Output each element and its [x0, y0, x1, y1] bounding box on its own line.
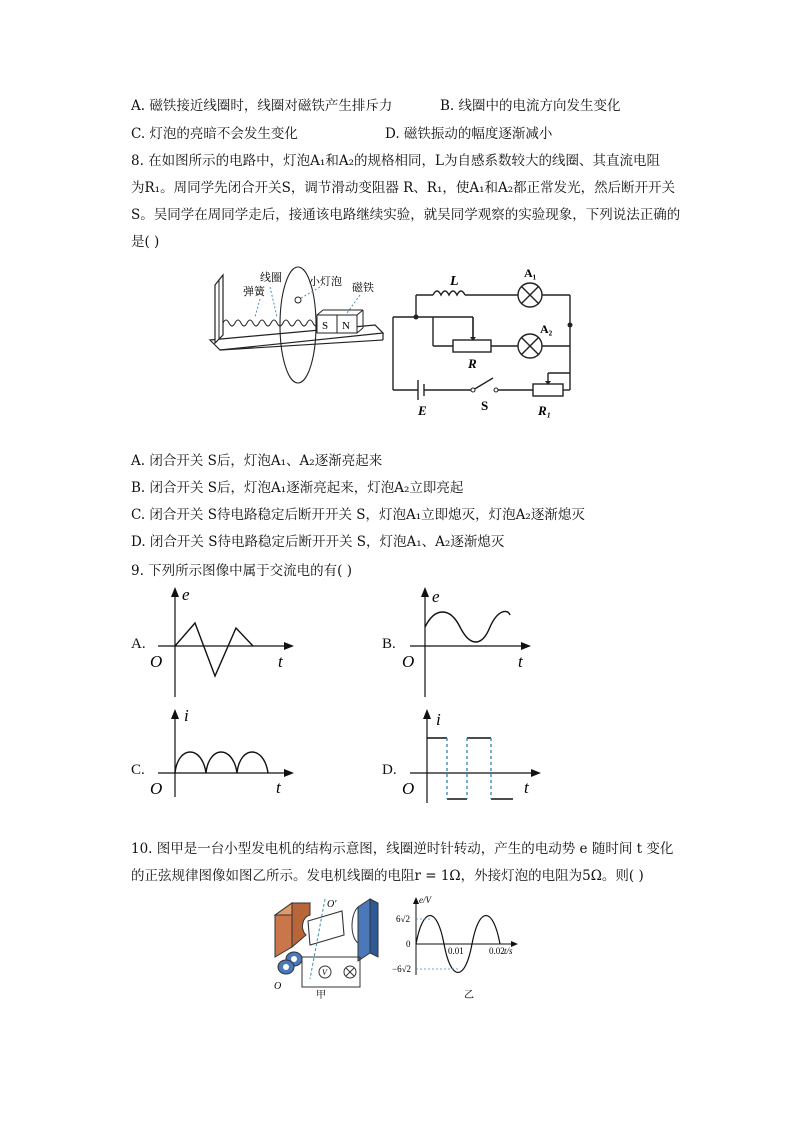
graph-c-x-label: t [276, 778, 281, 797]
graph-a-y-label: e [182, 585, 190, 604]
graph-ytick-neg: −6√2 [392, 964, 412, 974]
q8-option-b: B. 闭合开关 S后，灯泡A₁逐渐亮起来，灯泡A₂立即亮起 [131, 480, 464, 496]
graph-xtick-1: 0.01 [448, 946, 464, 956]
graph-b-origin: O [402, 652, 415, 671]
graph-x-axis-label: t/s [504, 946, 513, 956]
lamp-a1-label: A₁ [524, 266, 537, 280]
switch-s-label: S [481, 398, 489, 413]
q8-stem-line-3: S。吴同学在周同学走后，接通该电路继续实验，就吴同学观察的实验现象，下列说法正确的 [131, 207, 681, 223]
q10-stem-line-2: 的正弦规律图像如图乙所示。发电机线圈的电阻r = 1Ω，外接灯泡的电阻为5Ω。则( ) [131, 868, 644, 884]
graph-a-x-label: t [278, 652, 283, 671]
q8-circuit-diagram [388, 265, 588, 418]
q8-stem-line-2: 为R₁。周同学先闭合开关S，调节滑动变阻器 R、R₁，使A₁和A₂都正常发光，然后断开开关 [131, 180, 676, 196]
spring-label: 弹簧 [243, 285, 265, 298]
q7-option-c: C. 灯泡的亮暗不会发生变化 [131, 126, 298, 142]
graph-c-origin: O [150, 779, 163, 798]
rheostat-r1-label: R₁ [538, 403, 552, 418]
q9-graph-a [148, 585, 298, 705]
figure-yi-caption: 乙 [464, 990, 474, 1001]
graph-d-x-label: t [524, 778, 529, 797]
q8-apparatus-figure [205, 265, 385, 415]
graph-ytick-pos: 6√2 [396, 914, 410, 924]
q9-graph-a-label: A. [131, 636, 146, 652]
graph-y-axis-label: e/V [419, 895, 431, 905]
q7-option-d: D. 磁铁振动的幅度逐渐减小 [385, 126, 553, 142]
axis-o-label: O [274, 981, 282, 992]
q8-stem-line-1: 8. 在如图所示的电路中，灯泡A₁和A₂的规格相同，L为自感系数较大的线圈、其直流电阻 [131, 153, 660, 169]
graph-b-y-label: e [432, 587, 440, 606]
q9-graph-c [148, 705, 298, 800]
q9-stem: 9. 下列所示图像中属于交流电的有( ) [131, 563, 352, 579]
q9-graph-b [400, 585, 550, 705]
q7-option-a: A. 磁铁接近线圈时，线圈对磁铁产生排斥力 [131, 98, 393, 114]
graph-d-y-label: i [436, 710, 441, 729]
q9-graph-d-label: D. [382, 762, 397, 778]
q9-graph-d [400, 705, 550, 805]
q10-generator-figure [270, 895, 390, 1005]
magnet-label: 磁铁 [352, 281, 374, 294]
lamp-a2-label: A₂ [540, 322, 553, 336]
graph-a-origin: O [150, 652, 163, 671]
magnet-s-label: S [322, 320, 329, 332]
figure-jia-caption: 甲 [316, 990, 326, 1001]
q8-option-d: D. 闭合开关 S待电路稳定后断开开关 S，灯泡A₁、A₂逐渐熄灭 [131, 534, 505, 550]
graph-c-y-label: i [184, 706, 189, 725]
magnet-n-label: N [342, 320, 350, 332]
coil-label: 线圈 [260, 271, 282, 284]
q10-stem-line-1: 10. 图甲是一台小型发电机的结构示意图，线圈逆时针转动，产生的电动势 e 随时间 t 变化 [131, 841, 674, 857]
axis-o-prime-label: O′ [327, 899, 337, 910]
q9-graph-b-label: B. [382, 636, 396, 652]
voltmeter-v-label: V [322, 968, 327, 977]
graph-ytick-zero: 0 [406, 939, 411, 949]
inductor-l-label: L [450, 274, 459, 289]
q10-emf-graph [392, 895, 522, 1005]
q8-option-a: A. 闭合开关 S后，灯泡A₁、A₂逐渐亮起来 [131, 453, 383, 469]
graph-d-origin: O [402, 779, 415, 798]
q8-stem-line-4: 是( ) [131, 234, 160, 250]
q7-option-b: B. 线圈中的电流方向发生变化 [440, 98, 621, 114]
graph-xtick-2: 0.02 [489, 946, 505, 956]
q8-option-c: C. 闭合开关 S待电路稳定后断开开关 S，灯泡A₁立即熄灭，灯泡A₂逐渐熄灭 [131, 507, 585, 523]
bulb-label: 小灯泡 [309, 275, 342, 288]
graph-b-x-label: t [518, 652, 523, 671]
rheostat-r-label: R [468, 356, 477, 371]
q9-graph-c-label: C. [131, 762, 145, 778]
battery-e-label: E [418, 403, 427, 418]
